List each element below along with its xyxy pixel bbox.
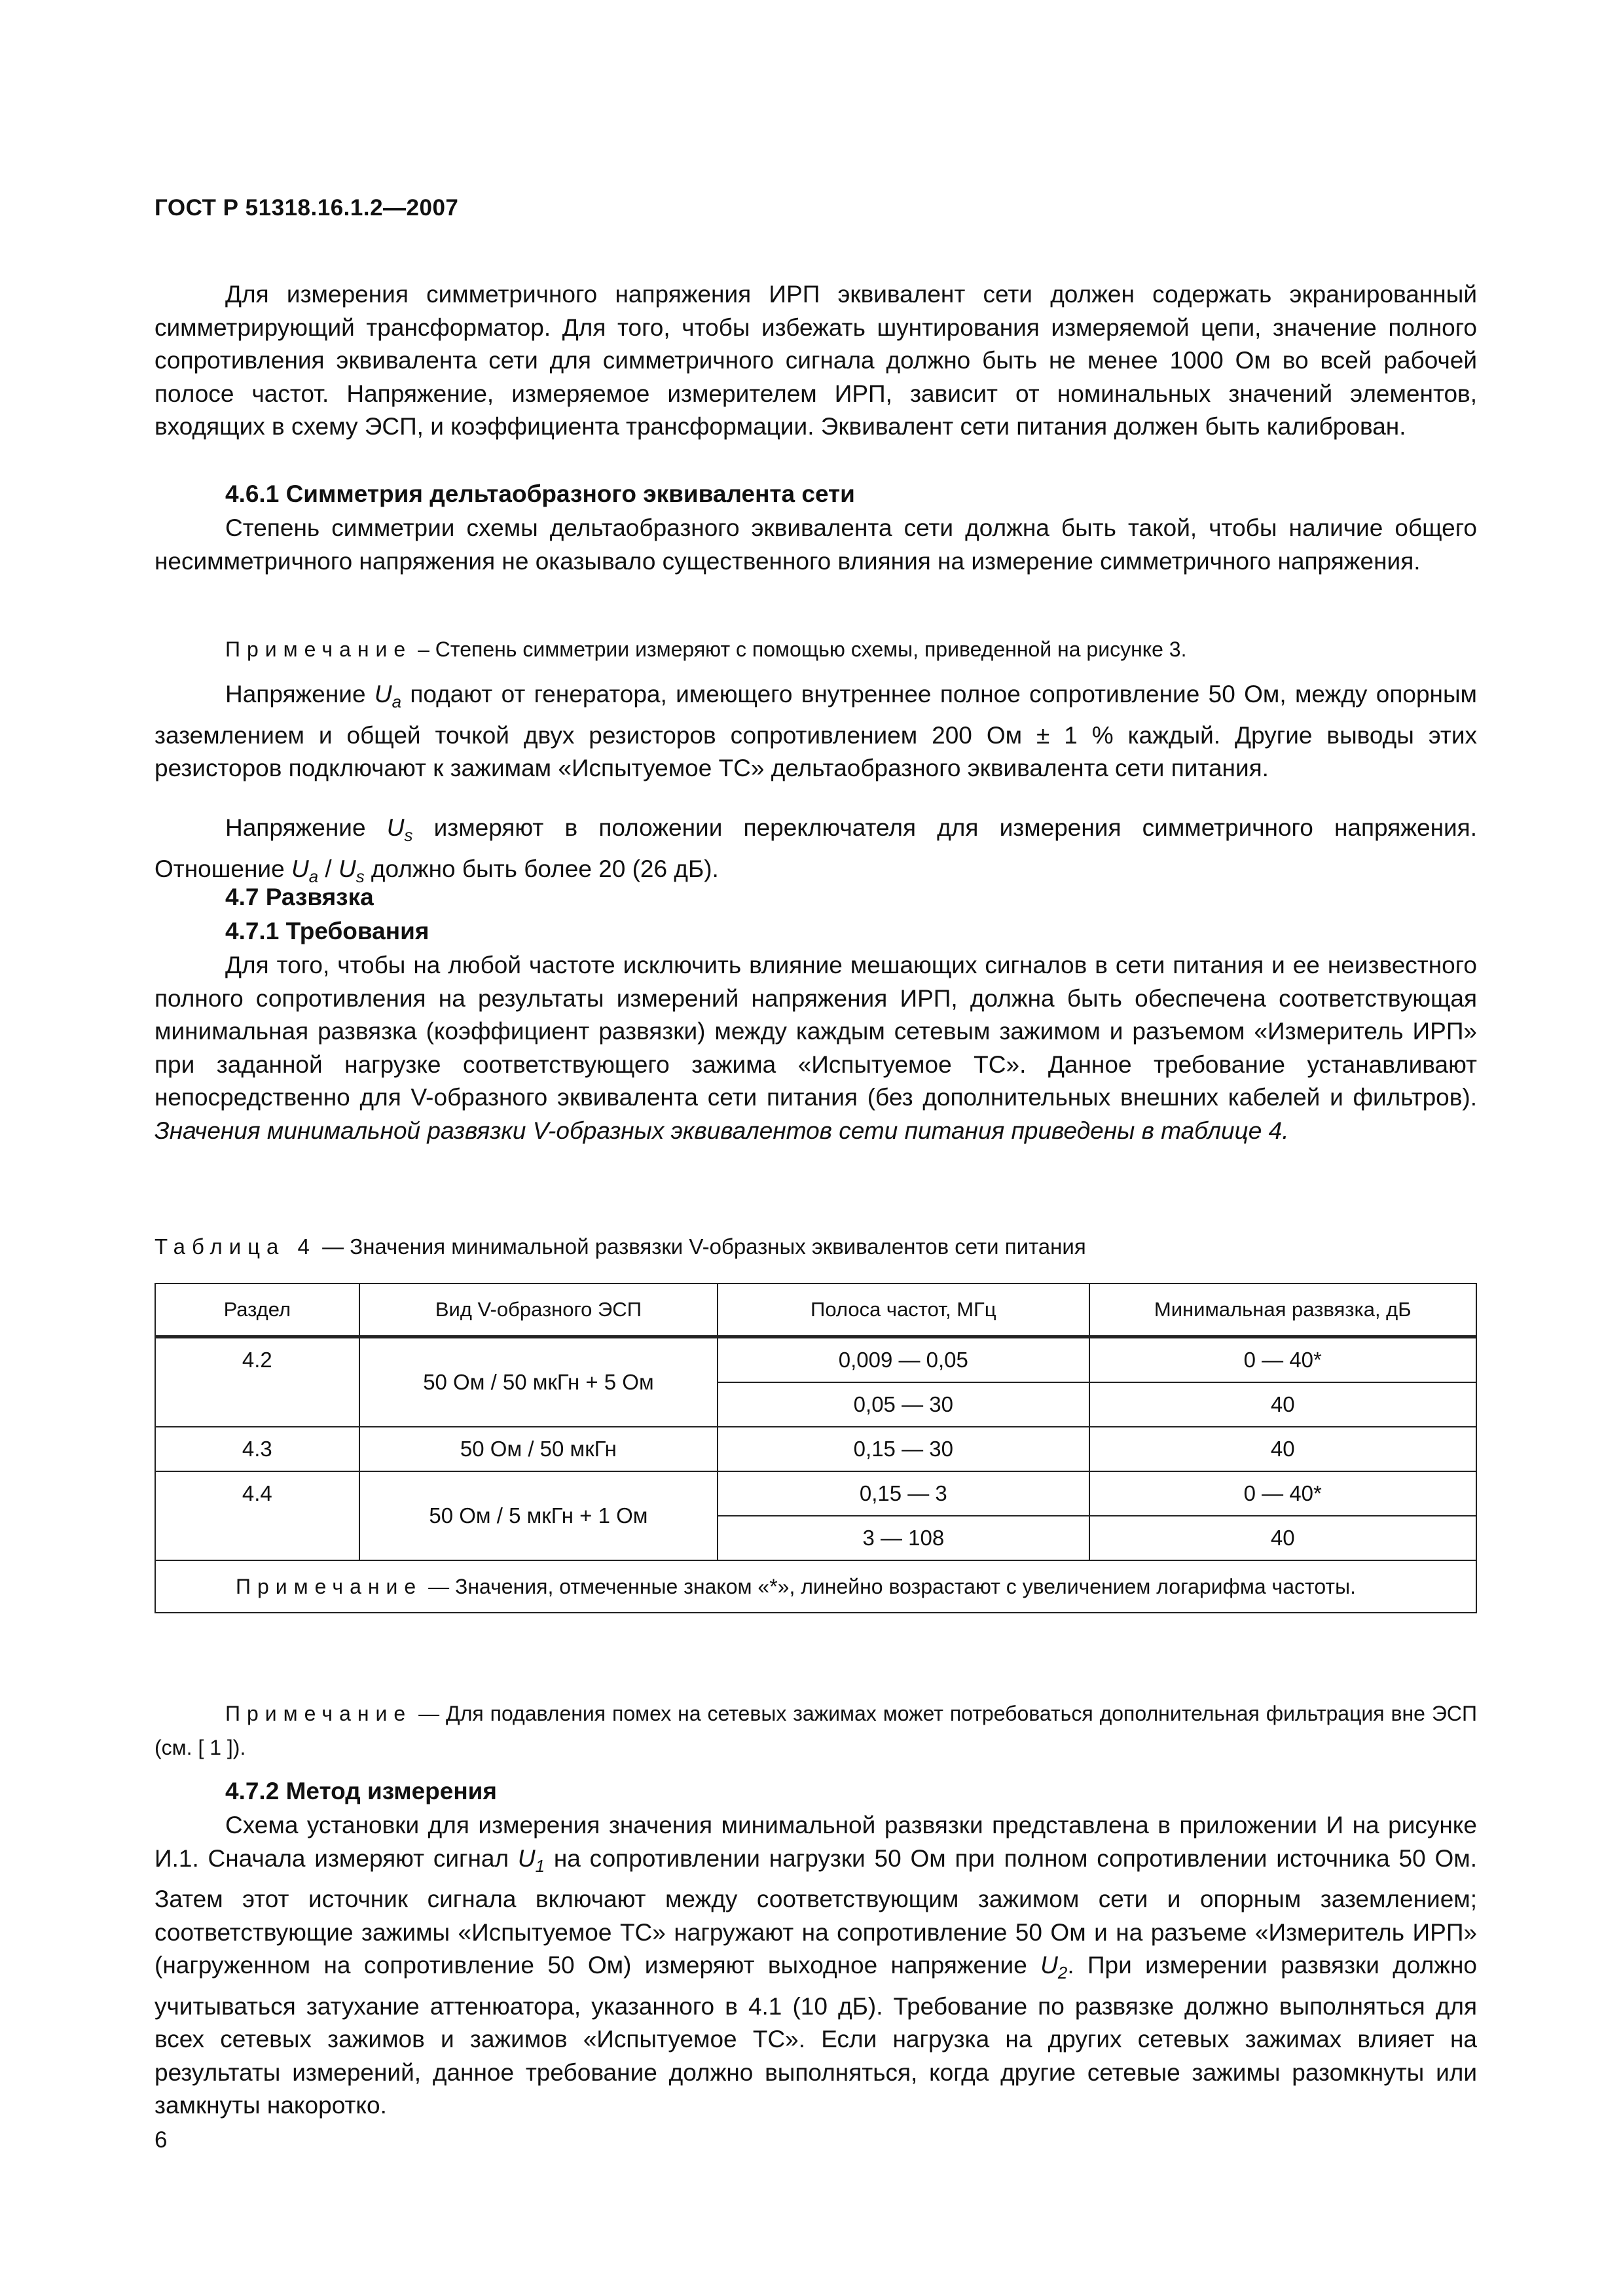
heading-4-7-2: 4.7.2 Метод измерения <box>225 1778 498 1804</box>
subscript-1: 1 <box>535 1857 545 1876</box>
heading-4-7-1: 4.7.1 Требования <box>225 918 429 944</box>
text: . При измерении развязки должно учитываться затухание аттенюатора, указанного в 4.1 (10 дБ). Требование по развязке должно выполняться для всех сетевых зажимов и зажимов «Испытуемое ТС». Если нагрузка на других сетевых зажимах влияет на результаты измерений, данное требование должно выполняться, когда другие сетевые зажимы разомкнуты или замкнуты накоротко. <box>155 1952 1477 2119</box>
header-type: Вид V-образного ЭСП <box>359 1283 718 1337</box>
subscript-s: s <box>404 827 413 845</box>
page-number: 6 <box>155 2127 168 2153</box>
header-section: Раздел <box>155 1283 359 1337</box>
cell-isolation: 40 <box>1089 1427 1477 1471</box>
subscript-a: a <box>392 693 402 711</box>
heading-4-7: 4.7 Развязка <box>225 884 374 910</box>
symbol-u: U <box>291 855 309 882</box>
table-caption <box>155 1234 1086 1259</box>
cell-isolation: 0 — 40* <box>1089 1337 1477 1383</box>
paragraph-isolation-requirements <box>155 949 1477 1147</box>
cell-isolation: 0 — 40* <box>1089 1471 1477 1516</box>
cell-isolation: 40 <box>1089 1382 1477 1427</box>
subscript-s: s <box>356 867 365 886</box>
note-label: Примечание <box>225 637 412 661</box>
table-note-text: — Значения, отмеченные знаком «*», линейно возрастают с увеличением логарифма частоты. <box>422 1575 1356 1598</box>
isolation-table <box>155 1283 1477 1613</box>
text: Для того, чтобы на любой частоте исключить влияние мешающих сигналов в сети питания и ее неизвестного полного сопротивления на результаты измерений напряжения ИРП, должна быть обеспечена соответствующая минимальная развязка (коэффициент развязки) между каждым сетевым зажимом и разъемом «Измеритель ИРП» при заданной нагрузке соответствующего зажима «Испытуемое ТС». Данное требование устанавливают непосредственно для V-образного эквивалента сети питания (без дополнительных внешних кабелей и фильтров). <box>155 952 1477 1111</box>
cell-section: 4.3 <box>155 1427 359 1471</box>
text: подают от генератора, имеющего внутреннее полное сопротивление 50 Ом, между опорным заземлением и общей точкой двух резисторов сопротивлением 200 Ом ± 1 % каждый. Другие выводы этих резисторов подключают к зажимам «Испытуемое ТС» дельтаобразного эквивалента сети питания. <box>155 681 1477 781</box>
note-text: — Для подавления помех на сетевых зажимах может потребоваться дополнительная фильтрация вне ЭСП (см. [ 1 ]). <box>155 1702 1477 1759</box>
table-note-row <box>155 1560 1476 1613</box>
table-caption-label: Таблица 4 <box>155 1234 316 1259</box>
header-isolation: Минимальная развязка, дБ <box>1089 1283 1477 1337</box>
header-frequency-band: Полоса частот, МГц <box>718 1283 1089 1337</box>
heading-4-6-1: 4.6.1 Симметрия дельтаобразного эквивалента сети <box>225 480 855 507</box>
symbol-u: U <box>386 814 405 841</box>
note-filtering <box>155 1696 1477 1765</box>
table-row <box>155 1471 1476 1516</box>
document-header: ГОСТ Р 51318.16.1.2—2007 <box>155 195 459 221</box>
text: измеряют в положении переключателя для измерения симметричного напряжения. Отношение <box>155 814 1477 882</box>
table-note-label: Примечание <box>236 1575 423 1598</box>
note-text: – Степень симметрии измеряют с помощью схемы, приведенной на рисунке 3. <box>412 637 1187 661</box>
symbol-u: U <box>1040 1952 1058 1979</box>
paragraph-voltage-ua <box>155 678 1477 785</box>
cell-type: 50 Ом / 5 мкГн + 1 Ом <box>359 1471 718 1560</box>
text: Напряжение <box>225 814 387 841</box>
text: / <box>318 855 338 882</box>
note-label: Примечание <box>225 1702 412 1725</box>
subscript-a: a <box>308 867 319 886</box>
table-header-row <box>155 1283 1476 1337</box>
paragraph-balanced-transformer: Для измерения симметричного напряжения ИРП эквивалент сети должен содержать экранированный симметрирующий трансформатор. Для того, чтобы избежать шунтирования измеряемой цепи, значение полного сопротивления эквивалента сети для симметричного сигнала должно быть не менее 1000 Ом во всей рабочей полосе частот. Напряжение, измеряемое измерителем ИРП, зависит от номинальных значений элементов, входящих в схему ЭСП, и коэффициента трансформации. Эквивалент сети питания должен быть калиброван. <box>155 281 1477 440</box>
cell-band: 0,009 — 0,05 <box>718 1337 1089 1383</box>
table-row <box>155 1337 1476 1383</box>
cell-band: 0,15 — 3 <box>718 1471 1089 1516</box>
paragraph-measurement-method <box>155 1809 1477 2123</box>
table-row <box>155 1427 1476 1471</box>
cell-type: 50 Ом / 50 мкГн + 5 Ом <box>359 1337 718 1427</box>
cell-type: 50 Ом / 50 мкГн <box>359 1427 718 1471</box>
symbol-u: U <box>338 855 356 882</box>
paragraph-symmetry: Степень симметрии схемы дельтаобразного эквивалента сети должна быть такой, чтобы наличие общего несимметричного напряжения не оказывало существенного влияния на измерение симметричного напряжения. <box>155 514 1477 575</box>
text: на сопротивлении нагрузки 50 Ом при полном сопротивлении источника 50 Ом. Затем этот источник сигнала включают между соответствующим зажимом сети и опорным заземлением; соответствующие зажимы «Испытуемое ТС» нагружают на сопротивление 50 Ом и на разъеме «Измеритель ИРП» (нагруженном на сопротивление 50 Ом) измеряют выходное напряжение <box>155 1844 1477 1979</box>
cell-band: 3 — 108 <box>718 1516 1089 1560</box>
cell-section: 4.4 <box>155 1471 359 1560</box>
symbol-u: U <box>517 1844 536 1872</box>
italic-reference: Значения минимальной развязки V-образных эквивалентов сети питания приведены в таблице 4. <box>155 1117 1289 1144</box>
cell-band: 0,15 — 30 <box>718 1427 1089 1471</box>
note-symmetry <box>155 632 1477 666</box>
cell-section: 4.2 <box>155 1337 359 1427</box>
table-caption-text: — Значения минимальной развязки V-образных эквивалентов сети питания <box>316 1234 1086 1259</box>
text: Напряжение <box>225 681 374 708</box>
subscript-2: 2 <box>1057 1964 1068 1982</box>
cell-isolation: 40 <box>1089 1516 1477 1560</box>
table-note <box>155 1560 1476 1613</box>
text: должно быть более 20 (26 дБ). <box>364 855 719 882</box>
cell-band: 0,05 — 30 <box>718 1382 1089 1427</box>
text: Схема установки для измерения значения минимальной развязки представлена в приложении И на рисунке И.1. Сначала измеряют сигнал <box>155 1812 1477 1872</box>
symbol-u: U <box>374 681 392 708</box>
